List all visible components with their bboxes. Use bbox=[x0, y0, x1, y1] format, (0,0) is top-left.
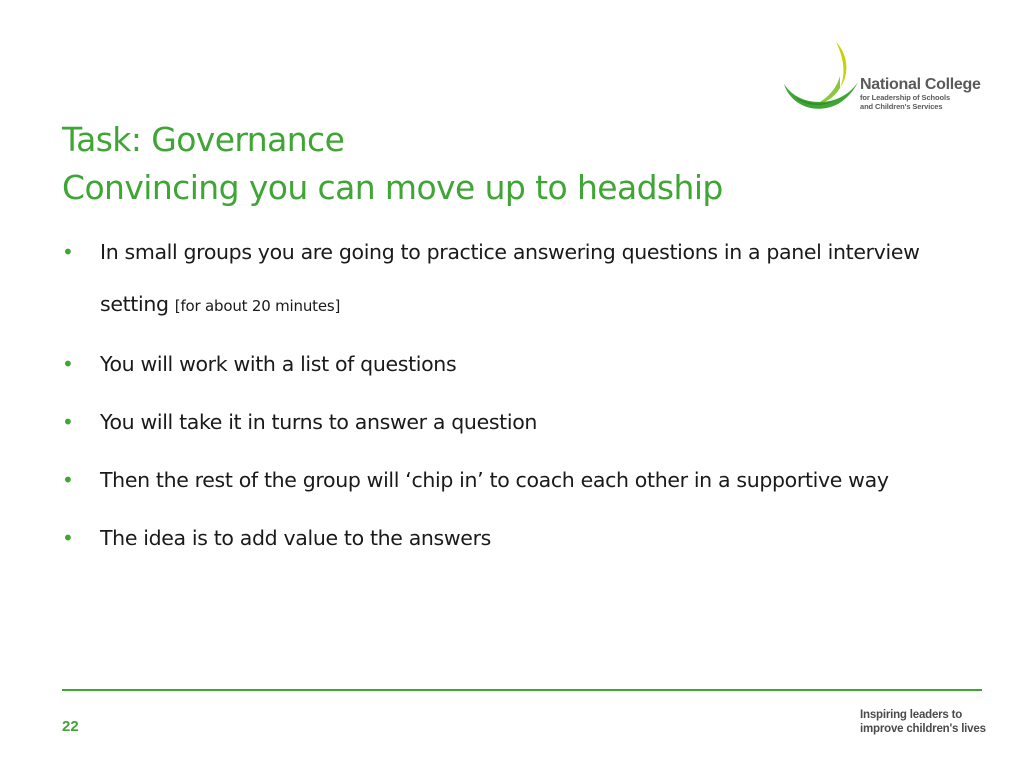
bullet-text: Then the rest of the group will ‘chip in’ to coach each other in a supportive way bbox=[100, 468, 889, 492]
national-college-logo bbox=[780, 40, 990, 116]
page-number: 22 bbox=[62, 718, 79, 735]
logo-subtitle-line2: and Children's Services bbox=[860, 102, 943, 111]
footer-divider bbox=[62, 689, 982, 691]
slide-title-line2: Convincing you can move up to headship bbox=[62, 168, 723, 207]
bullet-list bbox=[62, 226, 962, 570]
logo-name: National College bbox=[860, 76, 981, 93]
bullet-dot-icon: • bbox=[62, 468, 74, 492]
bullet-item bbox=[62, 512, 962, 564]
bullet-dot-icon: • bbox=[62, 526, 74, 550]
leaf-swoosh-icon bbox=[780, 40, 860, 116]
slide-title bbox=[62, 116, 723, 212]
bullet-text: You will work with a list of questions bbox=[100, 352, 457, 376]
bullet-dot-icon: • bbox=[62, 352, 74, 376]
bullet-text: The idea is to add value to the answers bbox=[100, 526, 491, 550]
bullet-dot-icon: • bbox=[62, 240, 74, 264]
bullet-item bbox=[62, 338, 962, 390]
tagline-line2: improve children's lives bbox=[860, 723, 986, 735]
bullet-item bbox=[62, 454, 962, 506]
tagline-line1: Inspiring leaders to bbox=[860, 709, 963, 721]
bullet-item bbox=[62, 396, 962, 448]
bullet-text: You will take it in turns to answer a question bbox=[100, 410, 538, 434]
bullet-note: [for about 20 minutes] bbox=[174, 297, 341, 315]
bullet-item bbox=[62, 226, 962, 332]
logo-wordmark bbox=[860, 76, 981, 111]
footer-tagline bbox=[860, 708, 986, 736]
slide-title-line1: Task: Governance bbox=[62, 120, 345, 159]
logo-subtitle-line1: for Leadership of Schools bbox=[860, 93, 951, 102]
bullet-text: In small groups you are going to practice answering questions in a panel interview setting bbox=[100, 240, 920, 316]
bullet-dot-icon: • bbox=[62, 410, 74, 434]
